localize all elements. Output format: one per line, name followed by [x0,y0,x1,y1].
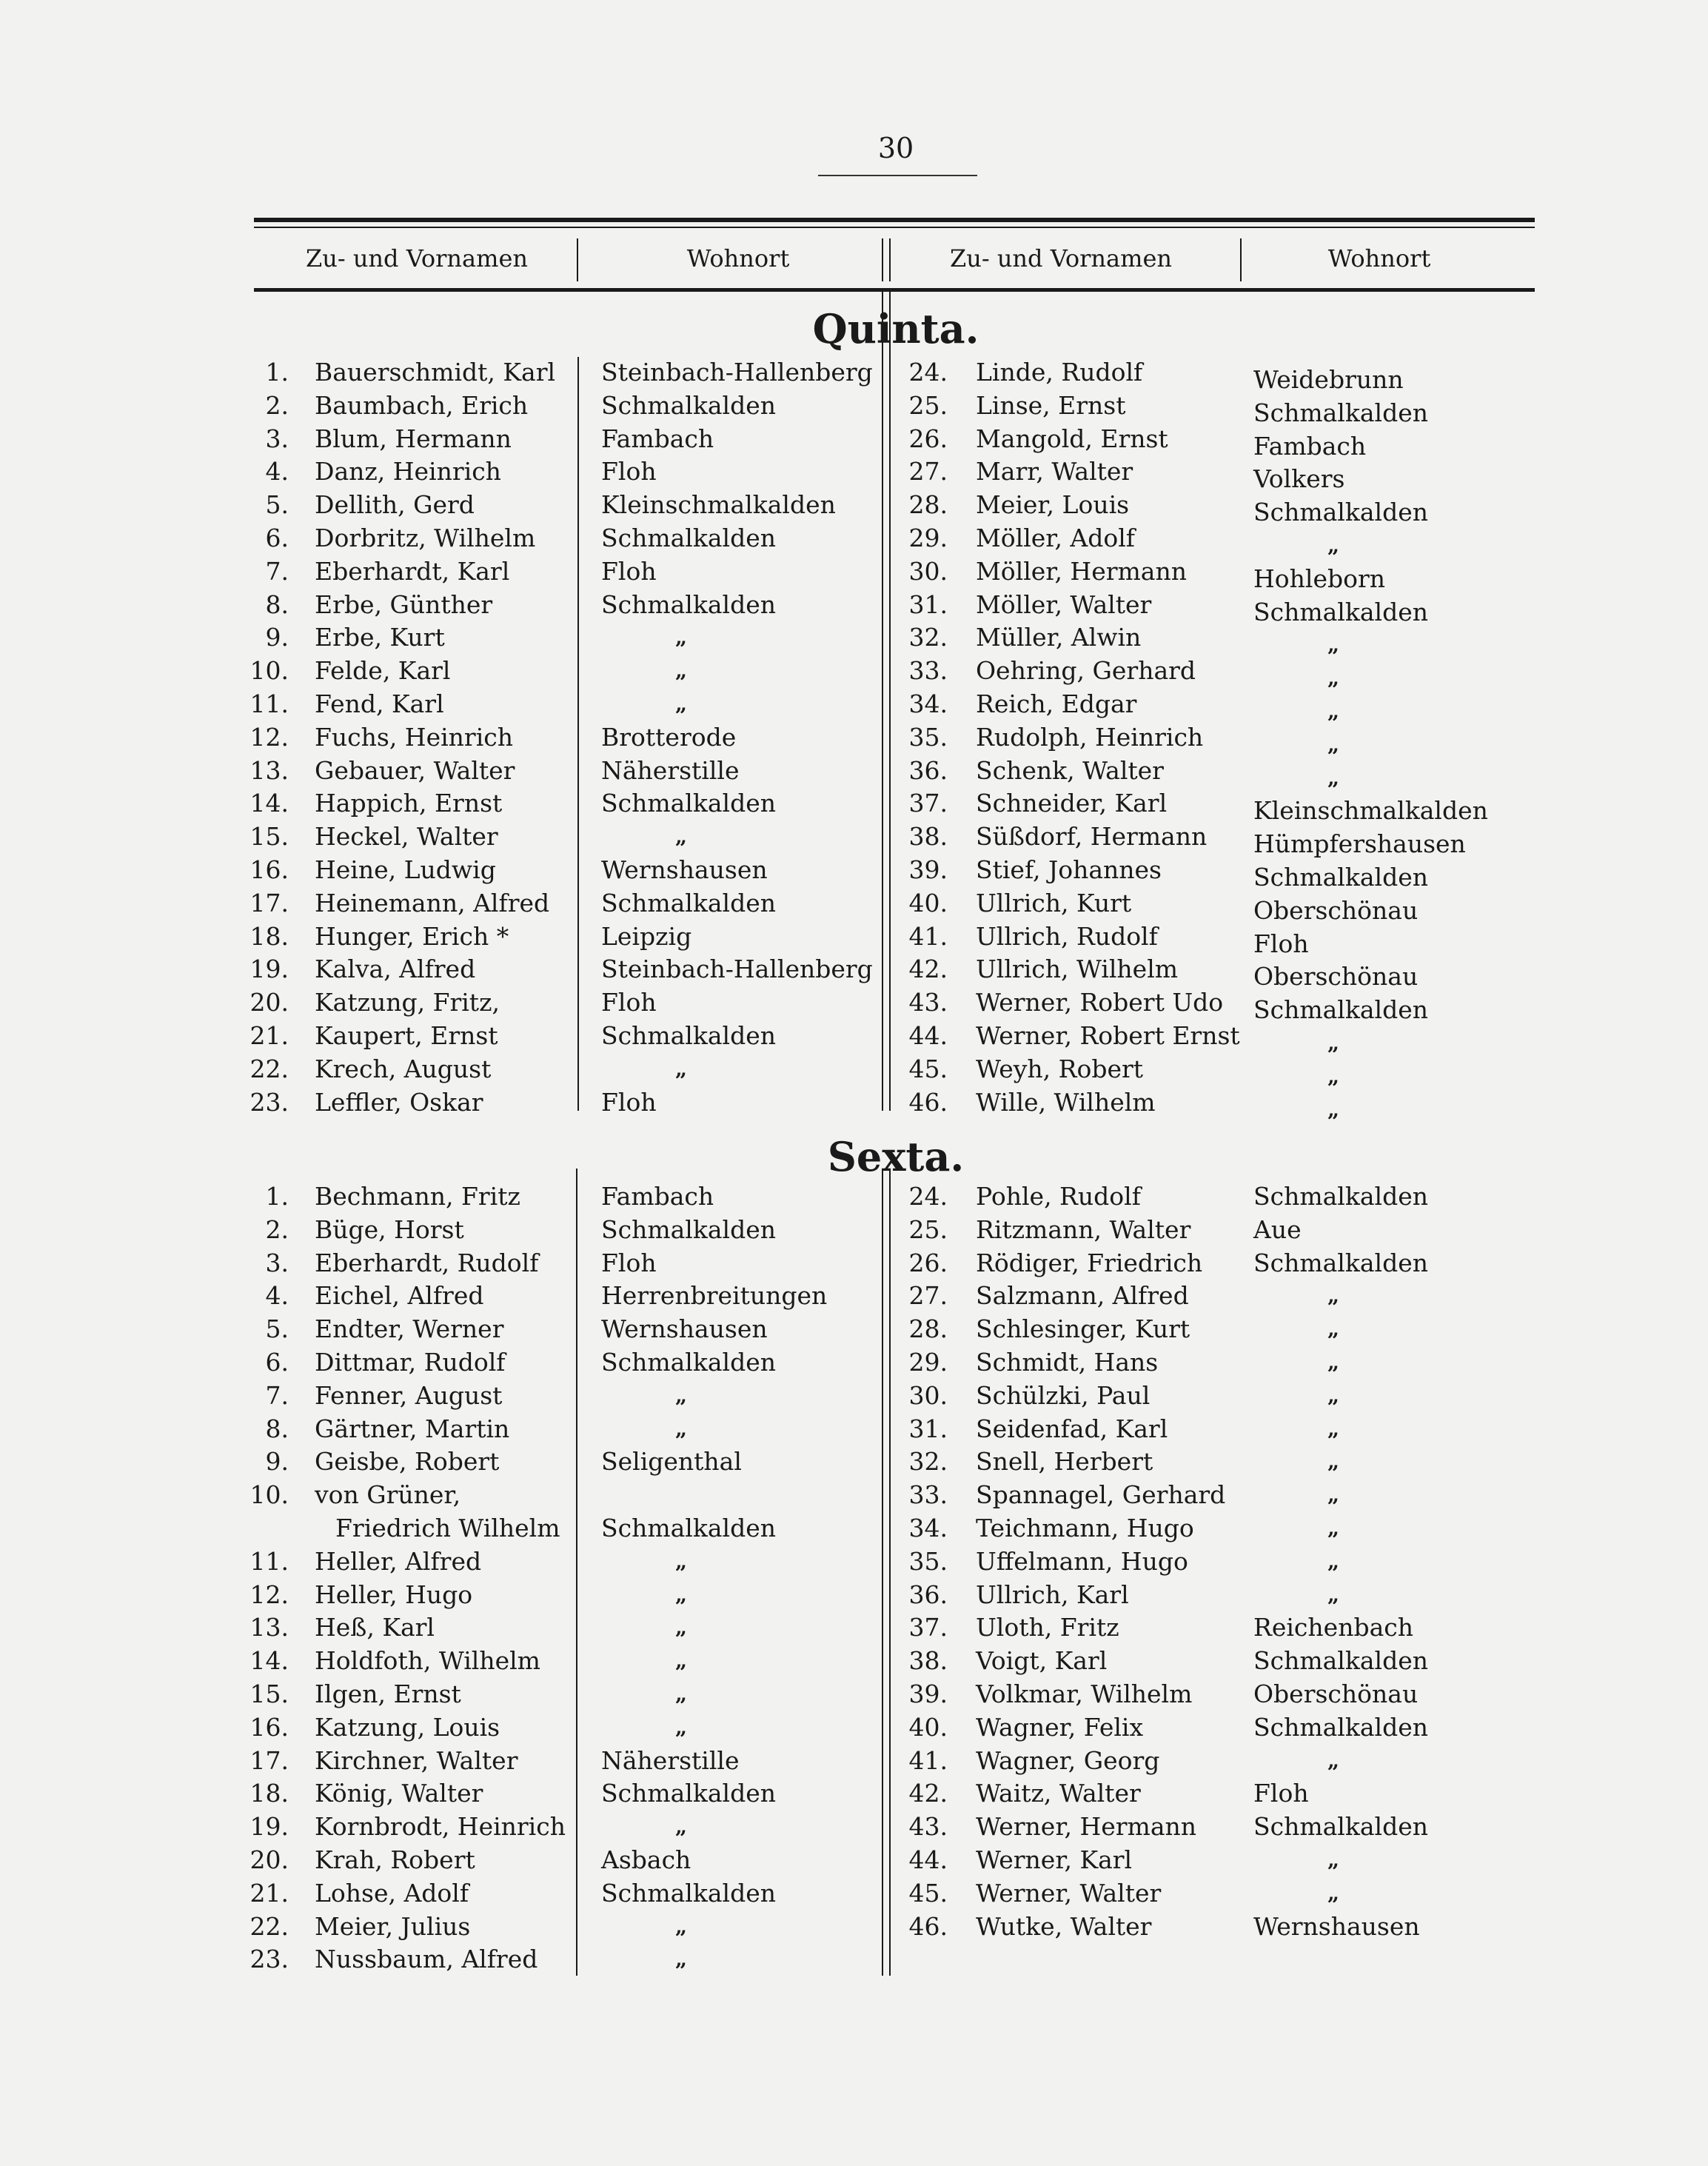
student-name: Seidenfad, Karl [976,1414,1168,1443]
student-name: Eberhardt, Rudolf [315,1248,539,1277]
student-number: 36. [908,1580,948,1609]
student-number: 30. [908,556,948,586]
student-number: 27. [908,457,948,487]
student-name: Danz, Heinrich [315,457,501,487]
student-residence: „ [1327,1097,1340,1122]
student-number: 26. [908,424,948,453]
student-name: Kaupert, Ernst [315,1021,498,1050]
student-residence: Floh [601,457,657,487]
header-residence-right: Wohnort [1327,244,1431,273]
student-residence: Schmalkalden [601,1878,776,1908]
student-number: 43. [908,988,948,1017]
student-number: 17. [249,1745,289,1775]
student-residence: Schmalkalden [1253,1182,1428,1211]
student-name: Möller, Adolf [976,524,1136,552]
student-number: 8. [265,1414,289,1443]
student-residence: „ [675,1416,688,1441]
student-residence: Floh [1253,1779,1309,1808]
student-number: 42. [908,1779,948,1808]
student-name: Heinemann, Alfred [315,888,550,917]
student-residence: Schmalkalden [1253,1248,1428,1277]
student-name: Pohle, Rudolf [976,1182,1141,1211]
student-name: Ilgen, Ernst [315,1679,461,1708]
student-number: 21. [249,1021,289,1050]
student-number: 46. [908,1911,948,1941]
student-number: 19. [249,1812,289,1842]
student-residence: Schmalkalden [1253,1646,1428,1676]
student-number: 14. [249,789,289,818]
student-name: Krah, Robert [315,1845,475,1874]
student-residence: Reichenbach [1253,1613,1413,1642]
student-residence: Kleinschmalkalden [601,490,836,520]
student-number: 34. [908,689,948,718]
student-residence: „ [1327,1449,1340,1474]
student-number: 44. [908,1021,948,1050]
student-name: Werner, Karl [976,1845,1133,1874]
student-residence: Schmalkalden [601,1214,776,1244]
student-number: 32. [908,623,948,652]
student-residence: „ [1327,732,1340,757]
student-residence: Näherstille [601,1745,740,1775]
student-number: 17. [249,888,289,917]
student-name: Kornbrodt, Heinrich [315,1812,566,1842]
student-residence: „ [675,1913,688,1939]
student-residence: „ [1327,1880,1340,1905]
student-name: Heckel, Walter [315,822,498,852]
student-residence: „ [1327,1063,1340,1089]
student-name: Süßdorf, Hermann [976,822,1208,852]
student-residence: „ [1327,1748,1340,1773]
student-name: Voigt, Karl [976,1646,1108,1676]
header-divider [882,238,883,281]
student-name: Meier, Louis [976,490,1130,520]
student-number: 7. [265,556,289,586]
student-name: Schenk, Walter [976,755,1164,785]
student-name: Schneider, Karl [976,789,1168,818]
student-number: 13. [249,1613,289,1642]
student-name: Ritzmann, Walter [976,1214,1191,1244]
student-residence: Floh [601,988,657,1017]
student-residence: Schmalkalden [601,524,776,552]
student-name: Geisbe, Robert [315,1447,500,1477]
student-number: 1. [265,1182,289,1211]
student-name: Endter, Werner [315,1314,504,1344]
student-name: Schmidt, Hans [976,1348,1159,1377]
student-name: Holdfoth, Wilhelm [315,1646,540,1676]
student-residence: Schmalkalden [601,888,776,917]
student-residence: Oberschönau [1253,962,1419,992]
student-residence: „ [675,1056,688,1081]
student-number: 24. [908,358,948,387]
student-number: 37. [908,789,948,818]
student-name: Gärtner, Martin [315,1414,510,1443]
student-number: 30. [908,1380,948,1410]
student-name: Wagner, Felix [976,1712,1144,1742]
student-residence: „ [1327,1283,1340,1308]
student-name: Fuchs, Heinrich [315,722,513,752]
student-residence: „ [675,1648,688,1674]
student-name: Werner, Hermann [976,1812,1196,1842]
student-number: 8. [265,589,289,619]
student-residence: Steinbach-Hallenberg [601,358,873,387]
student-number: 35. [908,722,948,752]
student-name: Marr, Walter [976,457,1133,487]
student-residence: Schmalkalden [1253,995,1428,1025]
student-name: Eberhardt, Karl [315,556,510,586]
student-name: Ullrich, Karl [976,1580,1129,1609]
student-residence: „ [1327,1483,1340,1508]
column-divider [577,357,579,1111]
student-name: Mangold, Ernst [976,424,1168,453]
student-residence: „ [1327,1031,1340,1055]
student-residence: „ [675,824,688,849]
student-number: 22. [249,1911,289,1941]
student-residence: „ [1327,632,1340,658]
student-residence: Oberschönau [1253,895,1419,925]
student-number: 2. [265,1214,289,1244]
student-residence: Floh [601,556,657,586]
student-residence: Fambach [601,424,714,453]
student-number: 40. [908,888,948,917]
student-name: Wutke, Walter [976,1911,1152,1941]
student-number: 39. [908,855,948,884]
student-residence: „ [675,1383,688,1408]
student-number: 28. [908,1314,948,1344]
student-residence: „ [675,658,688,683]
page-number: 30 [877,132,914,164]
table-header [254,235,1535,284]
student-name: Möller, Walter [976,589,1152,619]
student-residence: „ [675,1615,688,1640]
header-names-left: Zu- und Vornamen [305,244,528,273]
student-residence: Oberschönau [1253,1679,1419,1708]
student-name: Schülzki, Paul [976,1380,1151,1410]
student-number: 16. [249,855,289,884]
student-residence: Aue [1253,1214,1302,1244]
student-name: Ullrich, Wilhelm [976,955,1179,984]
student-name: Linse, Ernst [976,390,1126,420]
student-number: 27. [908,1281,948,1311]
student-name: Erbe, Günther [315,589,493,619]
student-number: 34. [908,1514,948,1542]
student-residence: „ [1327,1383,1340,1408]
student-name: Weyh, Robert [976,1054,1144,1083]
student-number: 11. [249,1546,289,1576]
header-residence-left: Wohnort [686,244,790,273]
student-number: 9. [265,623,289,652]
student-residence: Schmalkalden [601,1348,776,1377]
student-name: Reich, Edgar [976,689,1137,718]
student-residence: Kleinschmalkalden [1253,796,1488,826]
student-number: 45. [908,1054,948,1083]
student-name: Snell, Herbert [976,1447,1153,1477]
student-name: Uffelmann, Hugo [976,1546,1188,1576]
student-number: 35. [908,1546,948,1576]
student-number: 23. [249,1945,289,1974]
student-residence: „ [1327,666,1340,691]
student-name: Müller, Alwin [976,623,1142,652]
student-residence: „ [1327,1516,1340,1540]
student-name: Volkmar, Wilhelm [976,1679,1193,1708]
student-residence: Hümpfershausen [1253,829,1466,859]
student-residence: Fambach [1253,431,1367,461]
student-residence: Schmalkalden [601,1779,776,1808]
student-number: 19. [249,955,289,984]
student-residence: „ [675,1814,688,1839]
student-residence: „ [675,625,688,650]
student-residence: Wernshausen [601,1314,768,1344]
student-number: 14. [249,1646,289,1676]
student-residence: „ [1327,699,1340,723]
column-divider [576,1169,577,1976]
student-number: 33. [908,1480,948,1510]
page-number-rule [818,175,977,176]
student-number: 42. [908,955,948,984]
student-number: 36. [908,755,948,785]
student-residence: Steinbach-Hallenberg [601,955,873,984]
student-name: von Grüner, [315,1480,461,1510]
student-number: 15. [249,1679,289,1708]
student-residence: „ [1327,1582,1340,1607]
student-name: Möller, Hermann [976,556,1187,586]
student-number: 31. [908,589,948,619]
student-number: 18. [249,921,289,951]
student-number: 28. [908,490,948,520]
student-name: Kirchner, Walter [315,1745,518,1775]
student-name: Bechmann, Fritz [315,1182,520,1211]
student-number: 44. [908,1845,948,1874]
student-name: Heller, Hugo [315,1580,473,1609]
section-title-quinta: Quinta. [812,305,979,352]
student-residence: Asbach [601,1845,691,1874]
student-name: Krech, August [315,1054,492,1083]
student-name: Ullrich, Rudolf [976,921,1158,951]
student-name: Dittmar, Rudolf [315,1348,506,1377]
student-name: Heine, Ludwig [315,855,496,884]
student-number: 1. [265,358,289,387]
student-residence: „ [675,1682,688,1706]
student-name: Schlesinger, Kurt [976,1314,1190,1344]
header-divider [889,238,891,281]
student-residence: Fambach [601,1182,714,1211]
student-number: 41. [908,1745,948,1775]
student-name: Linde, Rudolf [976,358,1143,387]
student-number: 41. [908,921,948,951]
student-name: Wille, Wilhelm [976,1087,1156,1117]
student-residence: Floh [1253,929,1309,958]
student-name: Teichmann, Hugo [976,1514,1194,1542]
student-number: 26. [908,1248,948,1277]
student-residence: „ [1327,1548,1340,1574]
student-number: 25. [908,1214,948,1244]
student-name: Dorbritz, Wilhelm [315,524,536,552]
student-name: Felde, Karl [315,656,451,686]
student-number: 10. [249,1480,289,1510]
student-name: Baumbach, Erich [315,390,529,420]
student-number: 18. [249,1779,289,1808]
section-title-sexta: Sexta. [827,1133,965,1180]
student-residence: „ [675,1947,688,1972]
student-name: Oehring, Gerhard [976,656,1196,686]
student-name: Werner, Robert Ernst [976,1021,1240,1050]
student-number: 12. [249,1580,289,1609]
student-number: 45. [908,1878,948,1908]
student-number: 32. [908,1447,948,1477]
table-header-rule [254,288,1535,292]
student-number: 16. [249,1712,289,1742]
student-residence: Schmalkalden [1253,1712,1428,1742]
student-number: 3. [265,1248,289,1277]
student-name: Ullrich, Kurt [976,888,1132,917]
student-name: Erbe, Kurt [315,623,445,652]
student-number: 6. [265,1348,289,1377]
student-name: Wagner, Georg [976,1745,1160,1775]
student-number: 38. [908,822,948,852]
student-number: 38. [908,1646,948,1676]
student-residence: „ [1327,533,1340,558]
student-residence: „ [1327,1848,1340,1872]
student-number: 39. [908,1679,948,1708]
student-number: 6. [265,524,289,552]
student-name: Spannagel, Gerhard [976,1480,1226,1510]
student-number: 25. [908,390,948,420]
student-number: 9. [265,1447,289,1477]
student-number: 21. [249,1878,289,1908]
student-residence: Näherstille [601,755,740,785]
table-top-rule [254,218,1535,222]
student-name: Fenner, August [315,1380,503,1410]
student-number: 3. [265,424,289,453]
student-residence: Schmalkalden [1253,863,1428,892]
student-residence: Schmalkalden [601,1021,776,1050]
student-number: 31. [908,1414,948,1443]
student-name: Salzmann, Alfred [976,1281,1189,1311]
student-name: Heß, Karl [315,1613,435,1642]
student-name: Hunger, Erich * [315,921,509,951]
student-residence: Floh [601,1087,657,1117]
student-name: Kalva, Alfred [315,955,476,984]
student-name: Waitz, Walter [976,1779,1141,1808]
student-number: 4. [265,457,289,487]
student-residence: Herrenbreitungen [601,1281,828,1311]
student-residence: Schmalkalden [1253,597,1428,626]
student-residence: „ [675,1714,688,1739]
student-number: 22. [249,1054,289,1083]
student-residence: Seligenthal [601,1447,742,1477]
student-name: Meier, Julius [315,1911,471,1941]
student-residence: Brotterode [601,722,737,752]
student-number: 13. [249,755,289,785]
student-number: 29. [908,524,948,552]
student-residence: Volkers [1253,464,1345,494]
student-number: 4. [265,1281,289,1311]
student-name: Lohse, Adolf [315,1878,469,1908]
student-name: König, Walter [315,1779,483,1808]
student-number: 7. [265,1380,289,1410]
student-name: Katzung, Fritz, [315,988,500,1017]
student-residence: Wernshausen [601,855,768,884]
student-name: Werner, Robert Udo [976,988,1224,1017]
student-name: Heller, Alfred [315,1546,482,1576]
student-number: 43. [908,1812,948,1842]
student-residence: Wernshausen [1253,1911,1420,1941]
student-residence: „ [1327,1416,1340,1441]
student-residence: „ [675,1582,688,1607]
student-number: 20. [249,988,289,1017]
student-number: 24. [908,1182,948,1211]
student-name: Büge, Horst [315,1214,464,1244]
student-number: 20. [249,1845,289,1874]
student-residence: Hohleborn [1253,564,1386,593]
student-residence: Schmalkalden [1253,398,1428,427]
student-residence: Schmalkalden [1253,498,1428,527]
student-residence: „ [675,692,688,716]
student-name: Dellith, Gerd [315,490,475,520]
header-divider [577,238,578,281]
student-residence: Schmalkalden [601,390,776,420]
student-number: 10. [249,656,289,686]
student-residence: Weidebrunn [1253,365,1404,394]
student-number: 33. [908,656,948,686]
student-name: Gebauer, Walter [315,755,515,785]
student-residence: Schmalkalden [1253,1812,1428,1842]
student-name: Happich, Ernst [315,789,503,818]
student-number: 12. [249,722,289,752]
student-name: Leffler, Oskar [315,1087,483,1117]
student-name: Fend, Karl [315,689,444,718]
student-residence: „ [675,1548,688,1574]
student-number: 15. [249,822,289,852]
table-top-rule-thin [254,227,1535,228]
student-residence: Floh [601,1248,657,1277]
student-number: 37. [908,1613,948,1642]
student-number: 5. [265,1314,289,1344]
student-residence: Leipzig [601,921,692,951]
student-residence: Schmalkalden [601,1514,776,1542]
student-residence: „ [1327,1350,1340,1374]
student-residence: „ [1327,1317,1340,1342]
student-number: 11. [249,689,289,718]
student-name: Bauerschmidt, Karl [315,358,556,387]
student-number: 5. [265,490,289,520]
student-residence: Schmalkalden [601,589,776,619]
student-number: 46. [908,1087,948,1117]
student-name: Werner, Walter [976,1878,1162,1908]
student-number: 29. [908,1348,948,1377]
student-name: Blum, Hermann [315,424,512,453]
student-number: 2. [265,390,289,420]
student-name: Rudolph, Heinrich [976,722,1204,752]
header-names-right: Zu- und Vornamen [949,244,1172,273]
student-residence: Schmalkalden [601,789,776,818]
student-name: Uloth, Fritz [976,1613,1119,1642]
student-name: Katzung, Louis [315,1712,500,1742]
student-number: 40. [908,1712,948,1742]
student-name: Stief, Johannes [976,855,1162,884]
student-name: Rödiger, Friedrich [976,1248,1203,1277]
student-residence: „ [1327,765,1340,790]
student-name: Eichel, Alfred [315,1281,484,1311]
student-name: Friedrich Wilhelm [335,1514,560,1542]
student-name: Nussbaum, Alfred [315,1945,538,1974]
student-number: 23. [249,1087,289,1117]
